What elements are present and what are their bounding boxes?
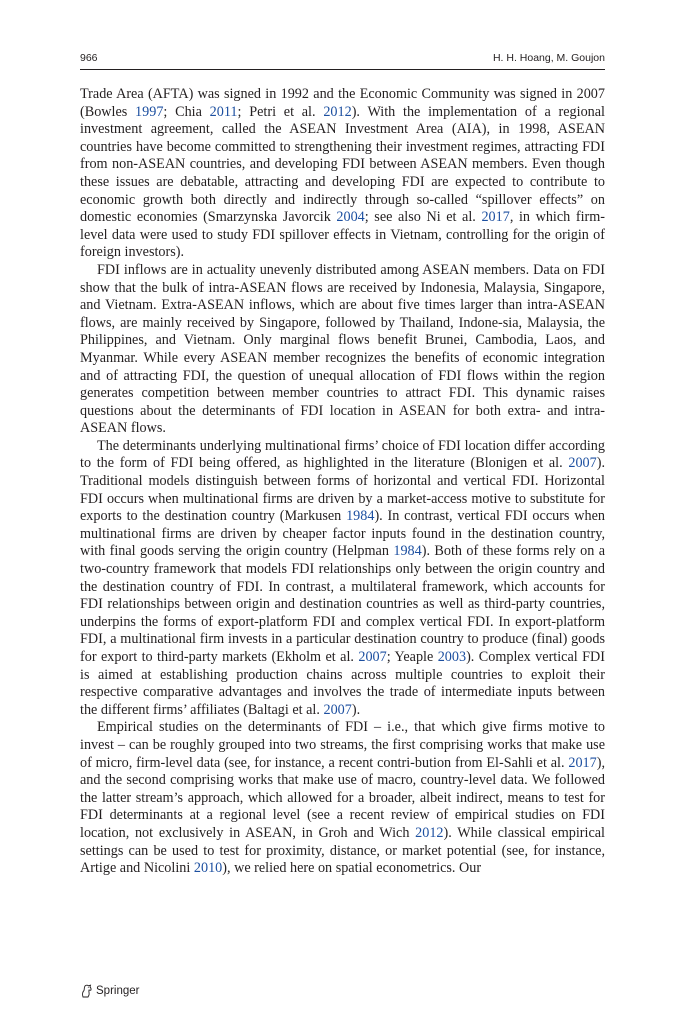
citation-link[interactable]: 2010 (193, 860, 223, 877)
publisher-footer (80, 984, 139, 998)
citation-link[interactable]: 2003 (437, 649, 467, 665)
text-run: ), we relied here on spatial econometrics. Our (222, 860, 482, 877)
citation-link[interactable]: 2012 (323, 103, 352, 120)
citation-link[interactable]: 2012 (415, 824, 444, 841)
text-run: ). While classical empirical settings can be used to test for proximity, distance, or market potential (see, for instance, Artige and Nicolini (80, 824, 605, 877)
text-run: ; see also Ni et al. (364, 209, 482, 226)
header-rule (80, 69, 605, 70)
citation-link[interactable]: 2017 (481, 209, 510, 226)
springer-horse-icon (80, 984, 93, 998)
text-run: ). In contrast, vertical FDI occurs when multinational firms are driven by cheaper factor inputs found in the destination country, with final goods serving the origin country (Helpman (80, 508, 605, 560)
text-run: ; Chia (163, 103, 210, 120)
paragraph (80, 86, 605, 262)
text-run: ). With the implementation of a regional investment agreement, called the ASEAN Investment Area (AIA), in 1998, ASEAN countries have become committed to strengthening their investment regimes, attracting FDI from non-ASEAN countries, and developing FDI between ASEAN members. Even though these issues are debatable, attracting and developing FDI are expected to contribute to economic growth both directly and indirectly through so-called “spillover effects” on domestic economies (Smarzynska Javorcik (80, 103, 605, 226)
running-authors: H. H. Hoang, M. Goujon (492, 52, 605, 64)
citation-link[interactable]: 2007 (323, 701, 352, 718)
text-run: Trade Area (AFTA) was signed in 1992 and the Economic Community was signed in 2007 (Bowles (80, 86, 605, 120)
text-run: Empirical studies on the determinants of FDI – i.e., that which give firms motive to invest – can be roughly grouped into two streams, the first comprising works that make use of micro, firm-level data (see, for instance, a recent contri-bution from El-Sahli et al. (80, 719, 605, 771)
text-run: ). Complex vertical FDI is aimed at establishing production chains across multiple countries to exploit their respective comparative advantages and involves the trade of intermediate inputs between the different firms’ affiliates (Baltagi et al. (80, 649, 605, 718)
citation-link[interactable]: 2017 (568, 754, 597, 771)
citation-link[interactable]: 2011 (209, 103, 238, 120)
citation-link[interactable]: 1984 (393, 543, 422, 560)
text-run: The determinants underlying multinational firms’ choice of FDI location differ according to the form of FDI being offered, as highlighted in the literature (Blonigen et al. (80, 437, 605, 472)
citation-link[interactable]: 1997 (135, 103, 164, 120)
paragraph (80, 438, 605, 720)
text-run: ), and the second comprising works that make use of macro, country-level data. We followed the latter stream’s approach, which allowed for a broader, albeit indirect, means to test for FDI determinants at a regional level (see a recent review of empirical studies on FDI location, not exclusively in ASEAN, in Groh and Wich (80, 754, 605, 841)
text-run: , in which firm-level data were used to study FDI spillover effects in Vietnam, controlling for the origin of foreign investors). (80, 209, 605, 261)
citation-link[interactable]: 2007 (358, 649, 387, 665)
text-run: ). Traditional models distinguish between forms of horizontal and vertical FDI. Horizontal FDI occurs when multinational firms are driven by a market-access motive to substitute for exports to the destination country (Markusen (80, 455, 605, 525)
text-run: ; Petri et al. (237, 103, 324, 120)
text-run: ). (351, 701, 361, 718)
publisher-name: Springer (96, 985, 140, 997)
text-run: ). Both of these forms rely on a two-country framework that models FDI relationships only between the origin country and the destination country of FDI. In contrast, a multilateral framework, which accounts for FDI relationships between origin and destination countries as well as third-party countries, underpins the forms of export-platform FDI and complex vertical FDI. In export-platform FDI, a multinational firm invests in a particular destination country to produce (final) goods for export to third-party markets (Ekholm et al. (80, 543, 605, 665)
article-body (80, 86, 605, 878)
paragraph (80, 719, 605, 877)
text-run: ; Yeaple (386, 649, 438, 665)
citation-link[interactable]: 2004 (336, 209, 365, 226)
page-number: 966 (80, 52, 98, 64)
citation-link[interactable]: 2007 (568, 455, 597, 472)
text-run: FDI inflows are in actuality unevenly distributed among ASEAN members. Data on FDI show that the bulk of intra-ASEAN flows are received by Indonesia, Malaysia, Singapore, and Vietnam. Extra-ASEAN inflows, which are about five times larger than intra-ASEAN flows, are mainly received by Singapore, followed by Thailand, Indone-sia, Malaysia, the Philippines, and Vietnam. Only marginal flows benefit Brunei, Cambodia, Laos, and Myanmar. While every ASEAN member recognizes the benefits of economic integration and of attracting FDI, the question of unequal allocation of FDI flows within the region generates competition between member countries to attract FDI. This dynamic raises questions about the determinants of FDI location in ASEAN for both extra- and intra-ASEAN flows. (80, 261, 605, 437)
paragraph (80, 262, 605, 438)
citation-link[interactable]: 1984 (346, 508, 375, 525)
